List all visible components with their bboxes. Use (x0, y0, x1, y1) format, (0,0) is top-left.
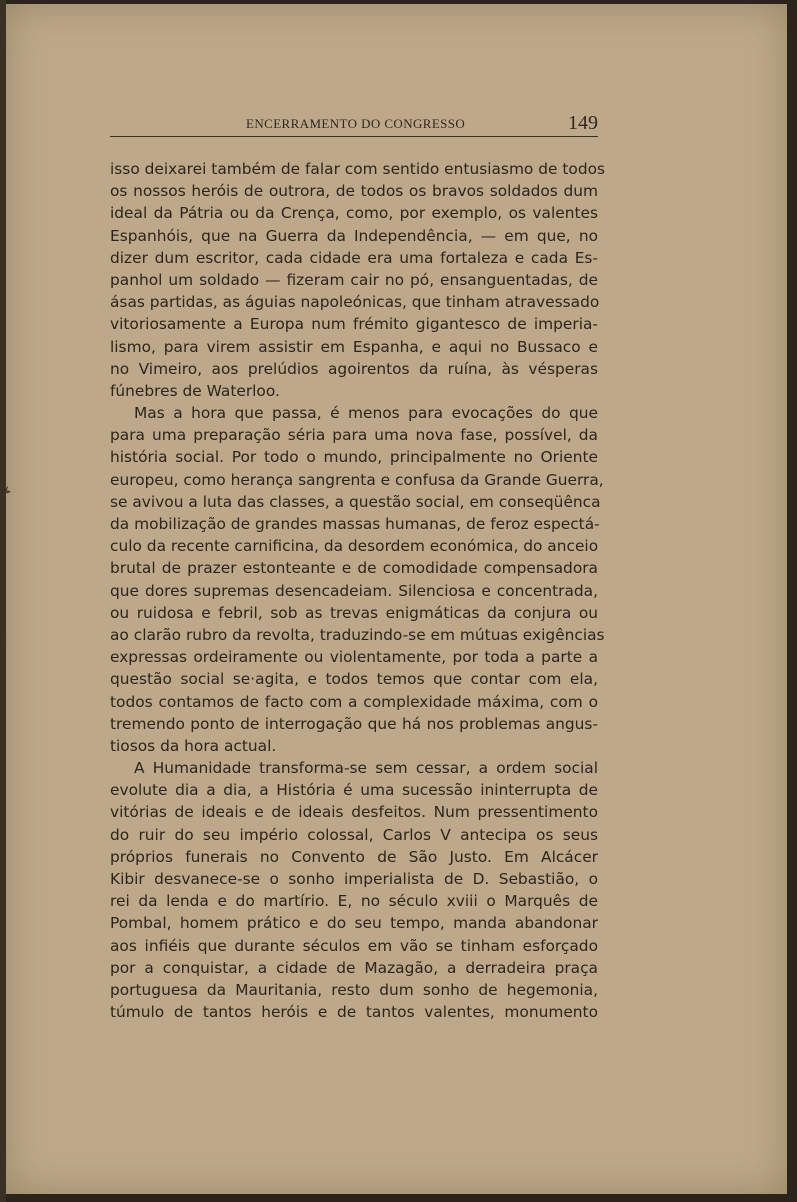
text-line: vitoriosamente a Europa num frémito gigantesco de imperia- (110, 315, 598, 334)
text-line: os nossos heróis de outrora, de todos os bravos soldados dum (110, 182, 598, 201)
page-number: 149 (568, 112, 598, 134)
text-line: próprios funerais no Convento de São Justo. Em Alcácer (110, 847, 598, 866)
text-line: Pombal, homem prático e do seu tempo, manda abandonar (110, 914, 598, 933)
text-line: rei da lenda e do martírio. E, no século xviii o Marquês de (110, 892, 598, 911)
margin-dash-mark: – (0, 632, 7, 648)
text-line: tiosos da hora actual. (110, 736, 277, 755)
text-line: por a conquistar, a cidade de Mazagão, a derradeira praça (110, 958, 598, 977)
text-line: isso deixarei também de falar com sentido entusiasmo de todos (110, 160, 606, 178)
body-text (110, 158, 606, 1023)
text-line: aos infiéis que durante séculos em vão se tinham esforçado (110, 936, 598, 955)
text-line: Kibir desvanece-se o sonho imperialista de D. Sebastião, o (110, 870, 598, 888)
text-line: evolute dia a dia, a História é uma sucessão ininterrupta de (110, 781, 598, 800)
text-line: Espanhóis, que na Guerra da Independência, — em que, no (110, 226, 598, 245)
text-line: expressas ordeiramente ou violentamente, por toda a parte a (110, 648, 598, 667)
text-line: portuguesa da Mauritania, resto dum sonho de hegemonia, (110, 980, 598, 999)
text-line: vitórias de ideais e de ideais desfeitos. Num pressentimento (110, 803, 598, 822)
text-line: fúnebres de Waterloo. (110, 381, 280, 400)
text-line: dizer dum escritor, cada cidade era uma fortaleza e cada Es- (110, 248, 598, 267)
text-line: A Humanidade transforma-se sem cessar, a ordem social (134, 759, 598, 778)
text-line: questão social se·agita, e todos temos que contar com ela, (110, 670, 598, 689)
text-line: brutal de prazer estonteante e de comodidade compensadora (110, 559, 598, 578)
text-line: europeu, como herança sangrenta e confusa da Grande Guerra, (110, 470, 604, 489)
page-header (110, 112, 598, 137)
text-line: Mas a hora que passa, é menos para evocações do que (134, 404, 598, 423)
running-head: ENCERRAMENTO DO CONGRESSO (246, 116, 466, 131)
text-line: panhol um soldado — fizeram cair no pó, ensanguentadas, de (110, 270, 598, 289)
text-line: que dores supremas desencadeiam. Silenciosa e concentrada, (110, 581, 598, 600)
text-line: ou ruidosa e febril, sob as trevas enigmáticas da conjura ou (110, 603, 598, 622)
text-line: todos contamos de facto com a complexidade máxima, com o (110, 692, 598, 711)
margin-arrow-mark: ⊁ (0, 484, 12, 500)
text-line: ao clarão rubro da revolta, traduzindo-se em mútuas exigências (110, 625, 605, 644)
text-line: do ruir do seu império colossal, Carlos V antecipa os seus (110, 825, 598, 844)
text-line: ideal da Pátria ou da Crença, como, por exemplo, os valentes (110, 204, 598, 223)
text-line: se avivou a luta das classes, a questão social, em conseqüênca (110, 492, 601, 511)
text-line: tremendo ponto de interrogação que há nos problemas angus- (110, 714, 598, 733)
text-line: lismo, para virem assistir em Espanha, e aqui no Bussaco e (110, 337, 598, 356)
text-line: culo da recente carnificina, da desordem económica, do anceio (110, 537, 599, 556)
text-line: história social. Por todo o mundo, principalmente no Oriente (110, 448, 598, 467)
text-line: ásas partidas, as águias napoleónicas, que tinham atravessado (110, 293, 600, 312)
text-line: da mobilização de grandes massas humanas, de feroz espectá- (110, 515, 600, 533)
text-line: para uma preparação séria para uma nova fase, possível, da (110, 426, 598, 445)
text-line: no Vimeiro, aos prelúdios agoirentos da ruína, às vésperas (110, 359, 598, 378)
text-line: túmulo de tantos heróis e de tantos valentes, monumento (110, 1003, 598, 1022)
